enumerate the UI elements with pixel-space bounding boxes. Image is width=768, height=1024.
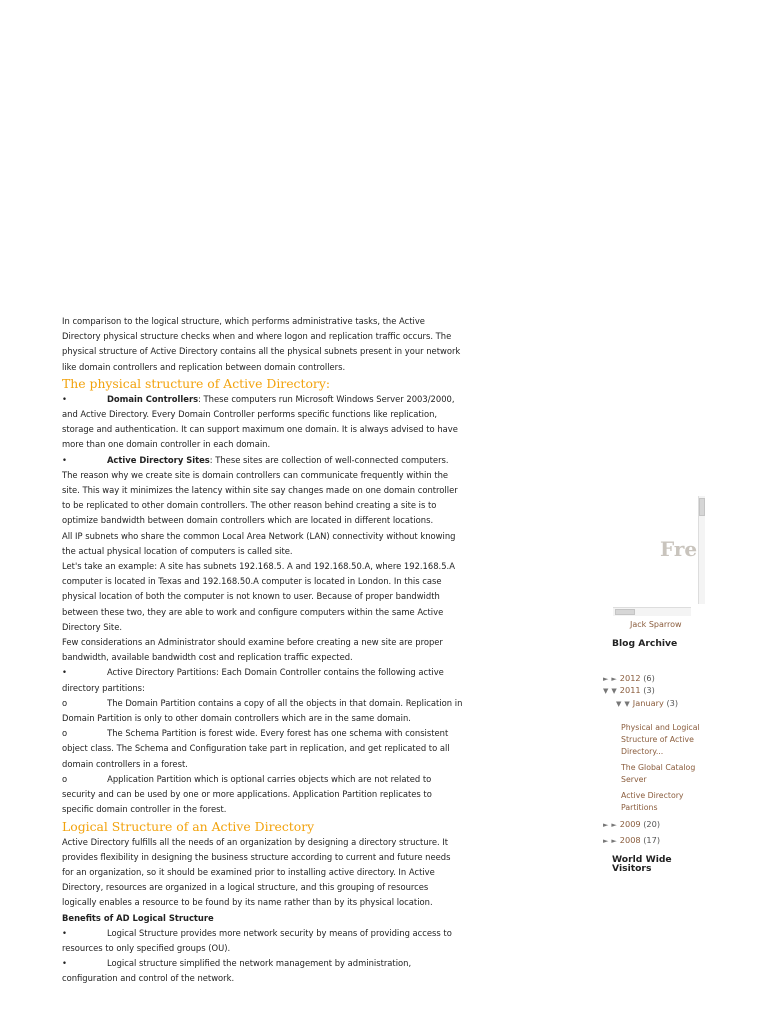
embedded-widget [613, 494, 705, 608]
month-link[interactable]: January [632, 698, 664, 708]
year-link[interactable]: 2009 [619, 819, 641, 829]
ad-sites-label: Active Directory Sites [106, 454, 210, 465]
sub-bullet: o [62, 728, 68, 739]
post-count: (6) [643, 673, 655, 683]
domain-controllers-text: : These computers run Microsoft Windows Server 2003/2000, and Active Directory. Every Domain Controller performs specific functions like replication, storage and authentication. It can support maximum one domain. It is always advised to have more than one domain controller in each domain. [62, 393, 458, 450]
domain-partition-text: The Domain Partition contains a copy of all the objects in that domain. Replication in Domain Partition is only to other domain controllers which are in the same domain. [62, 697, 463, 724]
blog-archive-title: Blog Archive [612, 638, 678, 649]
benefits-heading: Benefits of AD Logical Structure [62, 912, 214, 923]
archive-post-2[interactable]: The Global Catalog Server [621, 763, 696, 785]
sub-bullet: o [62, 697, 68, 708]
expand-arrow-icon[interactable]: ► [603, 675, 609, 683]
collapse-arrow-icon[interactable]: ▼ [616, 700, 622, 708]
ad-sites-item [62, 453, 464, 529]
bullet: • [62, 393, 67, 404]
considerations-paragraph: Few considerations an Administrator should examine before creating a new site are proper bandwidth, available bandwidth cost and replication traffic expected. [62, 637, 443, 663]
year-link[interactable]: 2011 [619, 685, 641, 695]
collapse-arrow-icon[interactable]: ▼ [603, 687, 609, 695]
schema-partition-text: The Schema Partition is forest wide. Every forest has one schema with consistent object class. The Schema and Configuration take part in replication, and get replicated to all domain controllers in a forest. [62, 728, 450, 769]
collapsed-arrow-icon: ► [611, 675, 617, 683]
year-link[interactable]: 2012 [619, 673, 641, 683]
archive-year-2011[interactable] [603, 684, 655, 697]
vertical-scroll-thumb[interactable] [699, 498, 705, 516]
post-count: (17) [643, 835, 661, 845]
partitions-item [62, 665, 464, 695]
archive-year-2009[interactable] [603, 818, 660, 831]
post-count: (20) [643, 819, 661, 829]
logical-structure-paragraph: Active Directory fulfills all the needs of an organization by designing a directory structure. It provides flexibility in designing the business structure according to current and future needs for an organization, so it should be examined prior to installing active directory. In Active Directory, resources are organized in a logical structure, and this grouping of resources logically enables a resource to be found by its name rather than by its physical location. [62, 836, 451, 908]
archive-month-january[interactable] [603, 697, 678, 710]
archive-year-2008[interactable] [603, 834, 660, 847]
ad-sites-text: : These sites are collection of well-connected computers. The reason why we create site is domain controllers can communicate frequently within the site. This way it minimizes the latency within site say changes made on one domain controller to be replicated to other domain controllers. The other reason behind creating a site is to optimize bandwidth between domain controllers which are located in different locations. [62, 454, 458, 526]
widget-text: Fre [660, 537, 698, 561]
physical-structure-heading: The physical structure of Active Directory: [62, 375, 331, 391]
expanded-arrow-icon: ▼ [624, 700, 630, 708]
bullet: • [62, 927, 67, 938]
benefit-text-1: Logical Structure provides more network security by means of providing access to resources to only specified groups (OU). [62, 927, 452, 953]
intro-paragraph: In comparison to the logical structure, which performs administrative tasks, the Active Directory physical structure checks when and where logon and replication traffic occurs. The physical structure of Active Directory contains all the physical subnets present in your network like domain controllers and replication between domain controllers. [62, 316, 461, 372]
example-paragraph: Let's take an example: A site has subnets 192.168.5. A and 192.168.50.A, where 192.168.5.A computer is located in Texas and 192.168.50.A computer is located in London. In this case physical location of both the computer is not known to user. Because of proper bandwidth between these two, they are able to work and configure computers within the same Active Directory Site. [62, 561, 455, 632]
archive-post-3[interactable]: Active Directory Partitions [621, 791, 684, 813]
app-partition-text: Application Partition which is optional carries objects which are not related to security and can be used by one or more applications. Application Partition replicates to specific domain controller in the forest. [62, 773, 432, 815]
collapsed-arrow-icon: ► [611, 837, 617, 845]
domain-controllers-label: Domain Controllers [106, 393, 199, 404]
bullet: • [62, 667, 67, 678]
vertical-scrollbar[interactable] [698, 496, 705, 604]
benefit-text-2: Logical structure simplified the network management by administration, configuration and control of the network. [62, 958, 412, 984]
post-count: (3) [643, 685, 655, 695]
world-wide-visitors-title: World Wide Visitors [612, 854, 672, 874]
domain-partition-item [62, 696, 464, 726]
benefit-item-1 [62, 926, 464, 956]
horizontal-scrollbar[interactable] [613, 607, 691, 616]
archive-post-1[interactable]: Physical and Logical Structure of Active Directory... [621, 723, 700, 757]
sub-bullet: o [62, 773, 68, 784]
bullet: • [62, 454, 67, 465]
ip-subnets-paragraph: All IP subnets who share the common Local Area Network (LAN) connectivity without knowing the actual physical location of computers is called site. [62, 530, 456, 556]
schema-partition-item [62, 726, 464, 772]
horizontal-scroll-thumb[interactable] [615, 609, 635, 615]
post-count: (3) [666, 698, 679, 708]
year-link[interactable]: 2008 [619, 835, 641, 845]
expanded-arrow-icon: ▼ [611, 687, 617, 695]
partitions-intro-text: Active Directory Partitions: Each Domain Controller contains the following active directory partitions: [62, 667, 444, 693]
expand-arrow-icon[interactable]: ► [603, 821, 609, 829]
expand-arrow-icon[interactable]: ► [603, 837, 609, 845]
logical-structure-heading: Logical Structure of an Active Directory [62, 818, 315, 834]
bullet: • [62, 958, 67, 969]
benefit-item-2 [62, 956, 464, 986]
app-partition-item [62, 772, 464, 818]
author-link[interactable]: Jack Sparrow [630, 620, 682, 629]
domain-controllers-item [62, 392, 464, 453]
collapsed-arrow-icon: ► [611, 821, 617, 829]
article-body [62, 314, 464, 987]
